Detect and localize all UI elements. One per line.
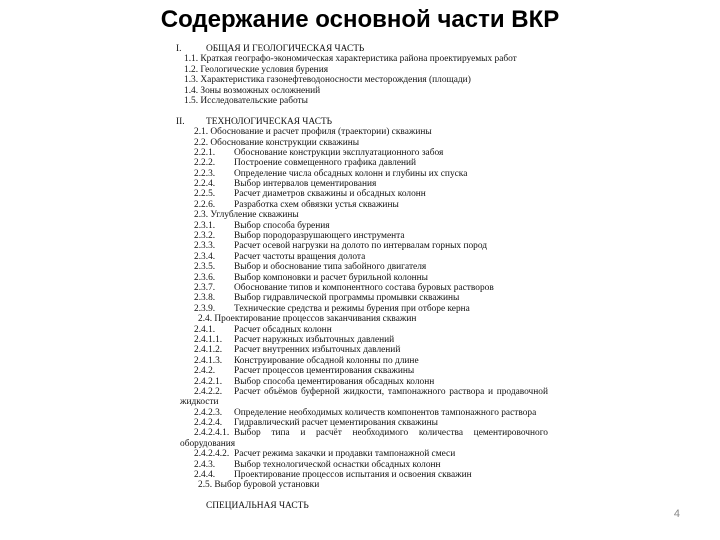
toc-number: 2.3.5.	[194, 262, 216, 273]
toc-text: 2.3. Углубление скважины	[194, 210, 299, 221]
toc-item	[170, 241, 550, 251]
toc-text: Выбор типа и расчёт необходимого количества цементировочного	[234, 428, 548, 439]
toc-spacer	[170, 106, 550, 116]
toc-text: 1.1. Краткая географо-экономическая характеристика района проектируемых работ	[184, 54, 517, 65]
toc-text: 1.2. Геологические условия бурения	[184, 64, 329, 75]
toc-text: 1.4. Зоны возможных осложнений	[184, 85, 321, 96]
toc-text: Гидравлический расчет цементирования скважины	[234, 418, 438, 429]
toc-text: Конструирование обсадной колонны по длине	[234, 355, 419, 366]
toc-text: 2.5. Выбор буровой установки	[198, 480, 320, 491]
toc-number: 2.2.2.	[194, 158, 216, 169]
toc-item-continuation	[170, 397, 550, 407]
toc-text: Разработка схем обвязки устья скважины	[234, 199, 399, 210]
toc-number: 2.3.1.	[194, 220, 216, 231]
toc-item	[170, 231, 550, 241]
toc-text: Технические средства и режимы бурения при отборе керна	[234, 303, 470, 314]
toc-heading: ОБЩАЯ И ГЕОЛОГИЧЕСКАЯ ЧАСТЬ	[206, 44, 365, 54]
toc-text: Расчет наружных избыточных давлений	[234, 334, 395, 345]
toc-number: 2.4.1.3.	[194, 355, 223, 366]
toc-item	[170, 221, 550, 231]
toc-item	[170, 200, 550, 210]
toc-item-continuation	[170, 439, 550, 449]
toc-item	[170, 345, 550, 355]
toc-spacer	[170, 491, 550, 501]
toc-item	[170, 75, 550, 85]
toc-number: 2.4.3.	[194, 459, 216, 470]
table-of-contents	[170, 44, 550, 512]
toc-text: Выбор и обоснование типа забойного двигателя	[234, 262, 427, 273]
toc-item	[170, 449, 550, 459]
toc-item	[170, 460, 550, 470]
toc-text: Выбор технологической оснастки обсадных колонн	[234, 459, 441, 470]
toc-number: 2.4.2.4.	[194, 418, 223, 429]
toc-number: 2.2.6.	[194, 199, 216, 210]
toc-item	[170, 169, 550, 179]
toc-text: Определение необходимых количеств компонентов тампонажного раствора	[234, 407, 537, 418]
toc-item	[170, 304, 550, 314]
toc-item	[170, 65, 550, 75]
toc-text: Построение совмещенного графика давлений	[234, 158, 417, 169]
toc-number: 2.4.4.	[194, 470, 216, 481]
toc-number: 2.3.3.	[194, 241, 216, 252]
toc-item	[170, 377, 550, 387]
toc-number: 2.2.5.	[194, 189, 216, 200]
toc-text: 2.1. Обоснование и расчет профиля (траектории) скважины	[194, 127, 432, 138]
toc-text: Расчет диаметров скважины и обсадных колонн	[234, 189, 426, 200]
toc-text: Расчет внутренних избыточных давлений	[234, 345, 401, 356]
toc-section-3	[170, 501, 550, 511]
toc-item	[170, 189, 550, 199]
toc-text: Расчет режима закачки и продавки тампонажной смеси	[234, 449, 456, 460]
toc-item	[170, 273, 550, 283]
toc-item	[170, 127, 550, 137]
toc-text: Расчет частоты вращения долота	[234, 251, 366, 262]
toc-section-2	[170, 117, 550, 127]
toc-item	[170, 86, 550, 96]
toc-item	[170, 335, 550, 345]
toc-number: 2.3.4.	[194, 251, 216, 262]
toc-item	[170, 480, 550, 490]
toc-text: 1.3. Характеристика газонефтеводоносности месторождения (площади)	[184, 75, 471, 86]
toc-number: 2.4.2.4.2.	[194, 449, 230, 460]
toc-heading: ТЕХНОЛОГИЧЕСКАЯ ЧАСТЬ	[206, 116, 333, 127]
toc-text: 2.2. Обоснование конструкции скважины	[194, 137, 360, 148]
toc-text: Обоснование типов и компонентного состава буровых растворов	[234, 282, 494, 293]
toc-number: 2.4.2.2.	[194, 386, 223, 397]
toc-number: 2.4.2.4.1.	[194, 428, 230, 439]
toc-number: 2.4.1.	[194, 324, 216, 335]
toc-number: 2.3.2.	[194, 231, 216, 242]
toc-item	[170, 54, 550, 64]
toc-item	[170, 366, 550, 376]
toc-item	[170, 408, 550, 418]
toc-item	[170, 356, 550, 366]
toc-text: 1.5. Исследовательские работы	[184, 95, 308, 106]
toc-item	[170, 210, 550, 220]
toc-text: Выбор породоразрушающего инструмента	[234, 231, 405, 242]
toc-text: 2.4. Проектирование процессов заканчивания скважин	[198, 314, 417, 325]
toc-item	[170, 418, 550, 428]
toc-item	[170, 428, 550, 438]
toc-number: 2.4.2.3.	[194, 407, 223, 418]
toc-text: Расчет объёмов буферной жидкости, тампонажного раствора и продавочной	[234, 386, 548, 397]
toc-item	[170, 387, 550, 397]
toc-item	[170, 148, 550, 158]
toc-item	[170, 314, 550, 324]
toc-text: Определение числа обсадных колонн и глубины их спуска	[234, 168, 468, 179]
toc-number: 2.3.8.	[194, 293, 216, 304]
toc-text: Расчет процессов цементирования скважины	[234, 366, 415, 377]
toc-text: Расчет обсадных колонн	[234, 324, 332, 335]
toc-item	[170, 325, 550, 335]
toc-number: 2.4.2.1.	[194, 376, 223, 387]
page-number: 4	[673, 508, 680, 520]
toc-item	[170, 138, 550, 148]
toc-number: 2.2.4.	[194, 179, 216, 190]
toc-item	[170, 470, 550, 480]
toc-text: Расчет осевой нагрузки на долото по интервалам горных пород	[234, 241, 488, 252]
toc-number: 2.4.2.	[194, 366, 216, 377]
toc-text: оборудования	[180, 438, 236, 449]
toc-text: Выбор гидравлической программы промывки скважины	[234, 293, 460, 304]
toc-section-1	[170, 44, 550, 54]
toc-text: Выбор интервалов цементирования	[234, 179, 377, 190]
toc-number: 2.3.7.	[194, 282, 216, 293]
toc-number: 2.2.1.	[194, 147, 216, 158]
toc-item	[170, 179, 550, 189]
toc-item	[170, 283, 550, 293]
toc-number: 2.4.1.1.	[194, 334, 223, 345]
toc-item	[170, 158, 550, 168]
toc-text: Проектирование процессов испытания и освоения скважин	[234, 470, 472, 481]
toc-heading: СПЕЦИАЛЬНАЯ ЧАСТЬ	[206, 501, 309, 512]
toc-number: 2.3.9.	[194, 303, 216, 314]
toc-text: Выбор способа бурения	[234, 220, 330, 231]
slide-title: Содержание основной части ВКР	[160, 6, 560, 33]
toc-text: Выбор компоновки и расчет бурильной колонны	[234, 272, 428, 283]
toc-text: Выбор способа цементирования обсадных колонн	[234, 376, 435, 387]
toc-item	[170, 262, 550, 272]
toc-item	[170, 96, 550, 106]
toc-number: II.	[176, 116, 185, 127]
toc-item	[170, 293, 550, 303]
toc-number: 2.4.1.2.	[194, 345, 223, 356]
toc-number: 2.2.3.	[194, 168, 216, 179]
toc-number: I.	[176, 44, 182, 54]
toc-text: жидкости	[180, 397, 219, 408]
toc-number: 2.3.6.	[194, 272, 216, 283]
toc-item	[170, 252, 550, 262]
toc-text: Обоснование конструкции эксплуатационного забоя	[234, 147, 444, 158]
